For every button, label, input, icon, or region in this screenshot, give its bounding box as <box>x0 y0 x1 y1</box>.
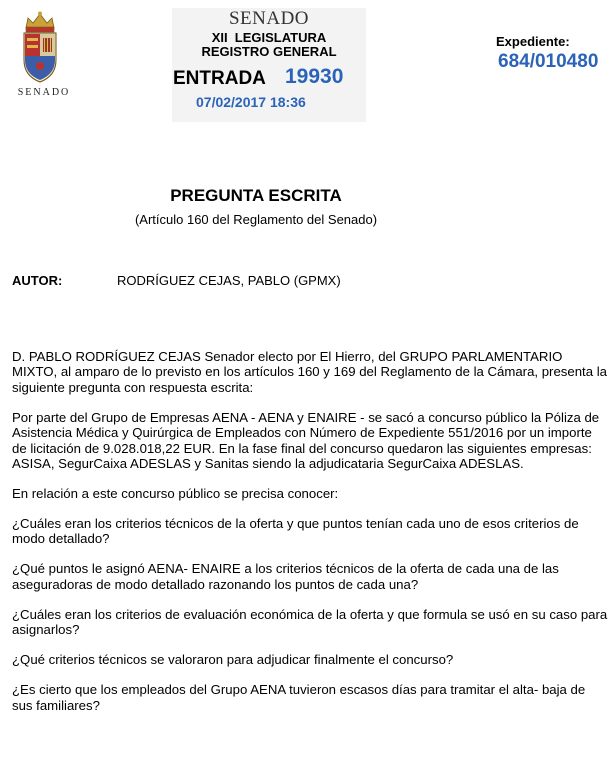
document-body <box>12 349 608 728</box>
logo-caption: SENADO <box>17 87 71 98</box>
senado-coat-of-arms-icon <box>18 10 62 84</box>
stamp-datetime: 07/02/2017 18:36 <box>196 94 306 110</box>
question-3: ¿Cuáles eran los criterios de evaluación económica de la oferta y que formula se usó en su caso para asignarlos? <box>12 606 608 638</box>
paragraph-context: Por parte del Grupo de Empresas AENA - AENA y ENAIRE - se sacó a concurso público la Póliza de Asistencia Médica y Quirúrgica de Empleados con Número de Expediente 551/2016 por un importe de licitación de 9.028.018,22 EUR. En la fase final del concurso quedaron las siguientes empresas: ASISA, SegurCaixa ADESLAS y Sanitas siendo la adjudicataria SegurCaixa ADESLAS. <box>12 409 600 472</box>
stamp-entry-label: ENTRADA <box>173 68 266 89</box>
question-4: ¿Qué criterios técnicos se valoraron para adjudicar finalmente el concurso? <box>12 652 454 668</box>
expediente-number: 684/010480 <box>498 51 599 72</box>
document-subtitle: (Artículo 160 del Reglamento del Senado) <box>134 212 378 227</box>
stamp-registry: REGISTRO GENERAL <box>201 44 337 59</box>
expediente-label: Expediente: <box>496 34 570 49</box>
question-2: ¿Qué puntos le asignó AENA- ENAIRE a los criterios técnicos de la oferta de cada una de las aseguradoras de modo detallado razonando los puntos de cada una? <box>12 561 559 592</box>
paragraph-request: En relación a este concurso público se precisa conocer: <box>12 486 339 502</box>
stamp-entry-number: 19930 <box>285 65 344 88</box>
paragraph-intro: D. PABLO RODRÍGUEZ CEJAS Senador electo por El Hierro, del GRUPO PARLAMENTARIO MIXTO, al amparo de lo previsto en los artículos 160 y 169 del Reglamento de la Cámara, presenta la siguiente pregunta con respuesta escrita: <box>12 349 607 395</box>
author-label: AUTOR: <box>12 273 63 288</box>
document-title: PREGUNTA ESCRITA <box>170 186 342 205</box>
stamp-legislature: XII LEGISLATURA <box>211 30 327 45</box>
question-5: ¿Es cierto que los empleados del Grupo AENA tuvieron escasos días para tramitar el alta- baja de sus familiares? <box>12 682 586 713</box>
question-1: ¿Cuáles eran los criterios técnicos de la oferta y que puntos tenían cada uno de esos criterios de modo detallado? <box>12 516 579 547</box>
stamp-institution: SENADO <box>228 8 310 29</box>
author-value: RODRÍGUEZ CEJAS, PABLO (GPMX) <box>117 273 341 288</box>
